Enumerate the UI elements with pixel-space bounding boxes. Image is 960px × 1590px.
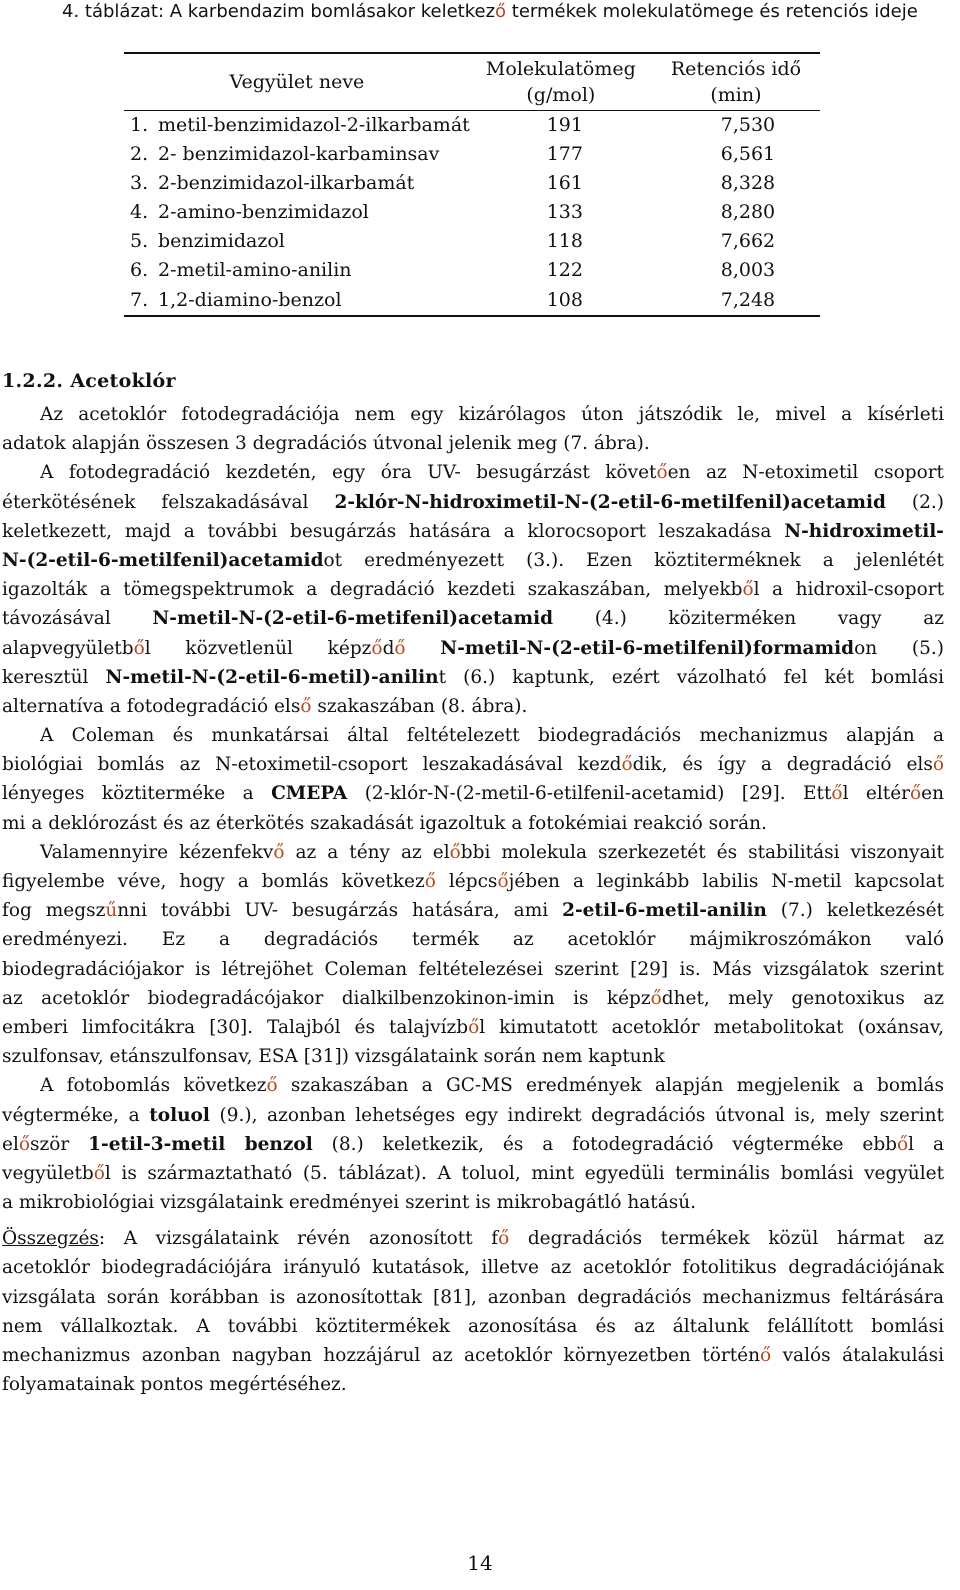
text-segment: ő — [831, 783, 843, 805]
row-number: 3. — [130, 172, 149, 194]
text-segment: folyamatainak pontos megértéséhez. — [2, 1374, 347, 1396]
text-segment: (9.), azonban lehetséges egy indirekt degradációs útvonal is, mely szerint — [209, 1104, 944, 1126]
text-segment: (2.) — [885, 491, 944, 513]
molecular-weight-cell: 108 — [470, 285, 652, 316]
text-line — [2, 575, 944, 604]
molecular-weight-cell: 122 — [546, 259, 583, 281]
retention-time-cell: 8,003 — [720, 259, 776, 281]
text-line — [2, 1071, 944, 1100]
text-segment: en az N-etoximetil csoport — [667, 462, 944, 484]
text-line — [2, 1370, 944, 1399]
text-segment: Valamennyire kézenfekv — [40, 841, 274, 863]
text-line — [2, 1013, 944, 1042]
text-line — [2, 429, 944, 458]
text-line — [2, 779, 944, 808]
text-segment: ő — [656, 462, 668, 484]
text-segment: dik, és így a degradáció els — [632, 754, 933, 776]
text-line — [2, 1312, 944, 1341]
text-line — [2, 838, 944, 867]
compound-name: 2-benzimidazol-ilkarbamát — [158, 172, 415, 194]
compound-name-cell — [124, 169, 470, 198]
body-text — [2, 400, 944, 1399]
text-line — [2, 955, 944, 984]
text-line — [2, 721, 944, 750]
text-segment: a mikrobiológiai vizsgálataink eredményei szerint is mikrobagátló hatású. — [2, 1192, 697, 1214]
text-segment: ő — [932, 754, 944, 776]
text-segment: jében a leginkább labilis N-metil kapcsolat — [508, 871, 944, 892]
row-number: 7. — [130, 288, 149, 311]
text-segment: ő — [266, 1075, 278, 1097]
molecular-weight-cell: 177 — [546, 143, 583, 165]
text-segment: ű — [105, 900, 118, 922]
retention-time-cell: 8,280 — [720, 201, 776, 223]
text-segment: l közvetlenül képz — [144, 637, 372, 659]
text-segment: mechanizmus azonban nagyban hozzájárul az acetoklór környezetben történ — [2, 1345, 760, 1366]
text-line — [2, 1341, 944, 1370]
molecular-weight-cell: 191 — [546, 114, 583, 136]
text-line — [2, 1042, 944, 1071]
row-number: 6. — [130, 259, 149, 281]
text-line — [2, 1224, 944, 1253]
text-line — [2, 488, 944, 517]
text-segment: ő — [910, 783, 922, 805]
bold-term: toluol — [149, 1104, 210, 1126]
text-line — [2, 867, 944, 896]
text-segment: nni további UV- besugárzás hatására, ami — [117, 900, 563, 922]
text-line — [2, 809, 944, 838]
text-segment: ő — [273, 841, 285, 863]
text-line — [2, 634, 944, 663]
table-row — [124, 140, 820, 169]
data-table — [124, 52, 820, 317]
compound-name-cell — [124, 198, 470, 227]
text-line — [2, 1188, 944, 1217]
retention-time-cell: 7,248 — [652, 285, 820, 316]
retention-time-cell: 8,328 — [720, 172, 776, 194]
text-segment: el — [2, 1133, 19, 1155]
bold-term: N-metil-N-(2-etil-6-metil)-anilin — [105, 666, 439, 688]
compound-name: metil-benzimidazol-2-ilkarbamát — [158, 114, 470, 136]
bold-term: 2-klór-N-hidroximetil-N-(2-etil-6-metilfenil)acetamid — [334, 491, 886, 513]
molecular-weight-cell: 118 — [546, 230, 583, 252]
compound-name-cell — [124, 111, 470, 141]
text-line — [2, 663, 944, 692]
text-segment: ő — [300, 695, 312, 717]
text-line — [2, 604, 944, 633]
bold-term: N-metil-N-(2-etil-6-metilfenil)formamid — [440, 637, 855, 659]
underlined-label: Összegzés — [2, 1228, 99, 1250]
text-segment: dhet, mely genotoxikus az — [661, 987, 944, 1009]
text-segment: szulfonsav, etánszulfonsav, ESA [31]) vizsgálataink során nem kaptunk — [2, 1046, 665, 1068]
text-segment: (7.) keletkezését — [766, 900, 944, 922]
table-row — [124, 111, 820, 141]
text-segment: vegyületb — [2, 1162, 94, 1184]
text-segment: on (5.) — [854, 637, 944, 659]
text-segment: eredményezi. Ez a degradációs termék az acetoklór májmikroszómákon való — [2, 929, 944, 951]
text-segment: emberi limfocitákra [30]. Talajból és talajvízb — [2, 1016, 469, 1038]
text-segment: l is származtatható (5. táblázat). A toluol, mint egyedüli terminális bomlási vegyület — [104, 1162, 944, 1184]
text-segment: ot eredményezett (3.). Ezen köztiterméknek a jelenlétét — [323, 549, 944, 571]
text-segment: alternatíva a fotodegradáció els — [2, 695, 301, 717]
text-segment: keletkezett, majd a további besugárzás hatására a klorocsoport leszakadása — [2, 520, 785, 542]
caption-text: 4. táblázat: A karbendazim bomlásakor keletkez — [62, 1, 496, 22]
text-segment: alapvegyületb — [2, 637, 134, 659]
bold-term: N-(2-etil-6-metilfenil)acetamid — [2, 549, 324, 571]
text-segment: A fotodegradáció kezdetén, egy óra UV- besugárzást követ — [40, 462, 657, 484]
text-line — [2, 400, 944, 429]
text-segment: ő — [742, 579, 754, 601]
text-segment: az acetoklór biodegradácójakor dialkilbenzokinon-imin is képz — [2, 987, 651, 1009]
text-segment: fog megsz — [2, 900, 106, 922]
text-segment: degradációs termékek közül hármat az — [509, 1228, 945, 1250]
text-segment: vizsgálata során korábban is azonosítottak [81], azonban degradációs mechanizmus feltárására — [2, 1286, 944, 1308]
text-segment: ő — [18, 1133, 31, 1155]
table-row — [124, 169, 820, 198]
text-line — [2, 750, 944, 779]
text-segment: ő — [93, 1162, 105, 1184]
row-number: 5. — [130, 230, 149, 252]
row-number: 1. — [130, 114, 149, 136]
bold-term: 1-etil-3-metil benzol — [88, 1133, 313, 1155]
text-segment: l a — [908, 1133, 945, 1155]
row-number: 4. — [130, 201, 149, 223]
compound-name-cell — [124, 227, 470, 256]
row-number: 2. — [130, 143, 149, 165]
text-segment: ő — [650, 987, 662, 1009]
text-segment: ő — [133, 637, 145, 659]
retention-time-cell: 6,561 — [720, 143, 776, 165]
text-segment: ő — [760, 1345, 772, 1366]
text-segment: ő — [621, 754, 633, 776]
text-line — [2, 1283, 944, 1312]
text-segment: szakaszában a GC-MS eredmények alapján megjelenik a bomlás — [277, 1075, 944, 1097]
text-segment: éterkötésének felszakadásával — [2, 491, 335, 513]
text-segment: ő — [394, 637, 406, 659]
table-row — [124, 285, 820, 316]
molecular-weight-cell: 161 — [546, 172, 583, 194]
compound-name: 2- benzimidazol-karbaminsav — [158, 143, 440, 165]
text-segment: l eltér — [842, 783, 910, 805]
bold-term: 2-etil-6-metil-anilin — [562, 900, 767, 922]
text-segment: : A vizsgálataink révén azonosított f — [98, 1228, 499, 1250]
header-compound-name: Vegyület neve — [124, 53, 470, 111]
text-segment: ő — [497, 871, 509, 892]
text-segment: távozásával — [2, 608, 153, 630]
text-segment: biológiai bomlás az N-etoximetil-csoport leszakadásával kezd — [2, 754, 622, 776]
text-segment — [406, 638, 441, 659]
text-segment: A fotobomlás következ — [40, 1075, 267, 1097]
bold-term: CMEPA — [271, 783, 348, 805]
text-segment: acetoklór biodegradációjára irányuló kutatások, illetve az acetoklór fotolitikus degradációjának — [2, 1257, 944, 1279]
bold-term: N-hidroximetil- — [784, 520, 944, 542]
text-segment: l a hidroxil-csoport — [753, 579, 945, 601]
text-segment: végterméke, a — [2, 1104, 150, 1126]
text-line — [2, 517, 944, 546]
text-segment: nem vállalkoztak. A további köztitermékek azonosítása és az általunk felállított bomlási — [2, 1315, 944, 1337]
text-segment: keresztül — [2, 666, 106, 688]
text-line — [2, 1159, 944, 1188]
header-molecular-weight: Molekulatömeg (g/mol) — [470, 53, 652, 111]
text-segment: adatok alapján összesen 3 degradációs útvonal jelenik meg (7. ábra). — [2, 433, 650, 455]
page-number: 14 — [467, 1551, 493, 1575]
molecular-weight-cell: 133 — [546, 201, 583, 223]
table-row — [124, 198, 820, 227]
text-segment: szakaszában (8. ábra). — [311, 695, 528, 717]
text-segment: az a tény az el — [284, 841, 450, 863]
table-header-row — [124, 53, 820, 111]
text-segment: lényeges köztiterméke a — [2, 783, 272, 805]
compound-name: 2-metil-amino-anilin — [158, 259, 352, 281]
text-segment: ő — [371, 637, 383, 659]
table-caption — [62, 0, 918, 24]
text-segment: ő — [498, 1228, 510, 1250]
caption-text: ő — [495, 1, 507, 22]
text-line — [2, 692, 944, 721]
text-segment: ő — [424, 871, 436, 892]
retention-time-cell: 7,662 — [720, 230, 776, 252]
text-segment: t (6.) kaptunk, ezért vázolható fel két bomlási — [438, 666, 945, 688]
text-segment: ször — [30, 1133, 89, 1155]
text-line — [2, 925, 944, 954]
text-segment: bbi molekula szerkezetét és stabilitási viszonyait — [460, 841, 944, 863]
text-segment: lépcs — [435, 871, 498, 892]
compound-name-cell — [124, 285, 470, 316]
text-segment: biodegradációjakor is létrejöhet Coleman feltételezései szerint [29] is. Más vizsgálatok szerint — [2, 958, 944, 980]
text-segment: (2-klór-N-(2-metil-6-etilfenil-acetamid) [29]. Ett — [347, 783, 832, 805]
compound-name: 1,2-diamino-benzol — [158, 288, 342, 311]
section-heading: 1.2.2. Acetoklór — [2, 370, 176, 392]
table-row — [124, 227, 820, 256]
text-line — [2, 1130, 944, 1159]
text-segment: valós átalakulási — [771, 1345, 944, 1366]
compound-name-cell — [124, 140, 470, 169]
caption-text: termékek molekulatömege és retenciós ideje — [506, 1, 918, 22]
text-segment: Az acetoklór fotodegradációja nem egy kizárólagos úton játszódik le, mivel a kísérleti — [40, 404, 944, 425]
text-segment: A Coleman és munkatársai által feltételezett biodegradációs mechanizmus alapján a — [40, 725, 944, 747]
compound-name: benzimidazol — [158, 230, 285, 252]
text-line — [2, 1253, 944, 1282]
bold-term: N-metil-N-(2-etil-6-metifenil)acetamid — [152, 608, 554, 630]
text-segment: en — [921, 783, 945, 805]
text-segment: ő — [468, 1016, 480, 1038]
text-line — [2, 458, 944, 487]
text-segment: igazolták a tömegspektrumok a degradáció kezdeti szakaszában, melyekb — [2, 579, 743, 601]
header-retention-time: Retenciós idő (min) — [652, 53, 820, 111]
text-segment: ő — [897, 1133, 909, 1155]
text-segment: (4.) köziterméken vagy az — [553, 608, 944, 630]
text-segment: (8.) keletkezik, és a fotodegradáció végterméke ebb — [312, 1133, 898, 1155]
text-line — [2, 984, 944, 1013]
text-segment: mi a deklórozást és az éterkötés szakadását igazoltuk a fotokémiai reakció során. — [2, 812, 767, 834]
text-segment: d — [382, 637, 395, 659]
compound-name: 2-amino-benzimidazol — [158, 201, 369, 223]
text-segment: ő — [449, 841, 461, 863]
text-line — [2, 1101, 944, 1130]
text-segment: l kimutatott acetoklór metabolitokat (oxánsav, — [479, 1016, 944, 1038]
text-line — [2, 896, 944, 925]
compound-name-cell — [124, 256, 470, 285]
text-line — [2, 546, 944, 575]
text-segment: figyelembe véve, hogy a bomlás következ — [2, 871, 425, 892]
table-row — [124, 256, 820, 285]
retention-time-cell: 7,530 — [720, 114, 776, 136]
